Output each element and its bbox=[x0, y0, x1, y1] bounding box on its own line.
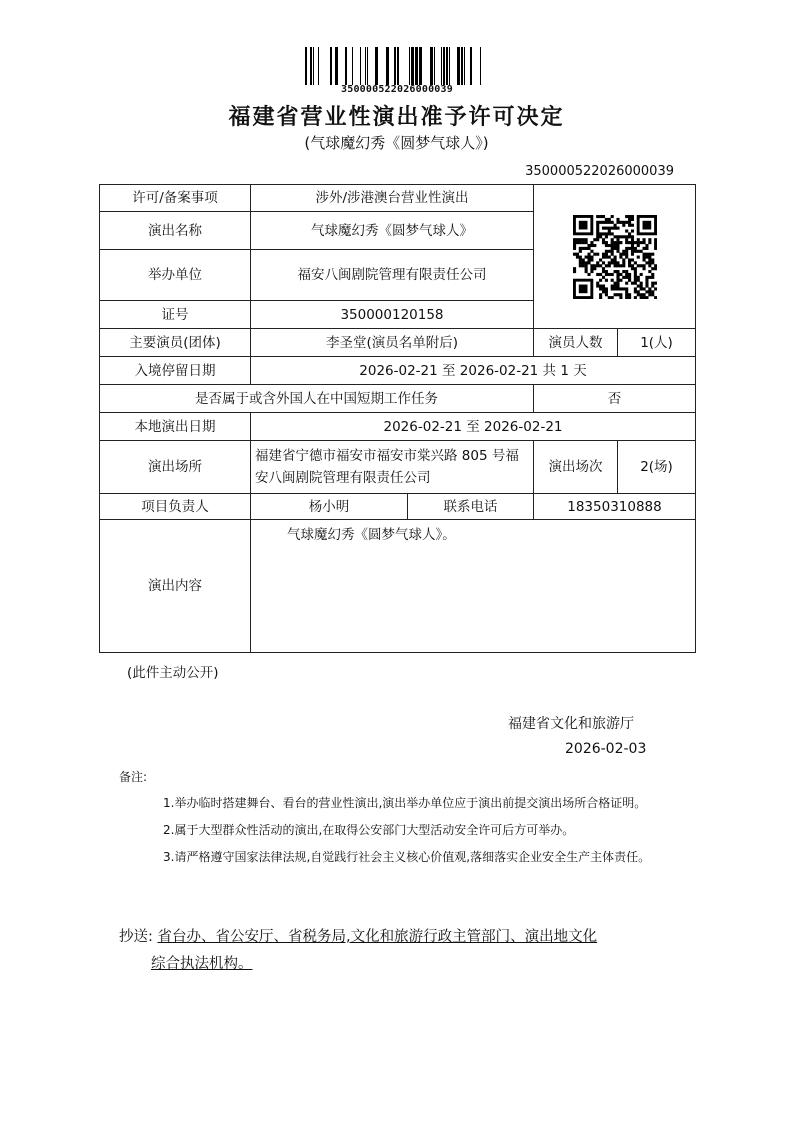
document-number: 350000522026000039 bbox=[525, 164, 674, 179]
performer-count-value: 1(人) bbox=[618, 329, 696, 357]
note-3: 3.请严格遵守国家法律法规,自觉践行社会主义核心价值观,落细落实企业安全生产主体责任。 bbox=[163, 850, 651, 864]
row-venue bbox=[100, 441, 696, 494]
item-value: 涉外/涉港澳台营业性演出 bbox=[251, 185, 534, 212]
venue-value: 福建省宁德市福安市福安市棠兴路 805 号福安八闽剧院管理有限责任公司 bbox=[251, 441, 534, 494]
cert-value: 350000120158 bbox=[251, 301, 534, 329]
note-2: 2.属于大型群众性活动的演出,在取得公安部门大型活动安全许可后方可举办。 bbox=[163, 823, 575, 837]
row-performer bbox=[100, 329, 696, 357]
cc-label: 抄送: bbox=[119, 929, 153, 945]
foreign-value: 否 bbox=[534, 385, 696, 413]
barcode bbox=[303, 47, 491, 85]
performer-label: 主要演员(团体) bbox=[100, 329, 251, 357]
phone-value: 18350310888 bbox=[534, 494, 696, 520]
row-item bbox=[100, 185, 696, 212]
content-value: 气球魔幻秀《圆梦气球人》。 bbox=[251, 520, 696, 653]
row-manager bbox=[100, 494, 696, 520]
barcode-number: 350000522026000039 bbox=[341, 84, 453, 95]
permit-table bbox=[99, 184, 696, 653]
content-label: 演出内容 bbox=[100, 520, 251, 653]
shows-label: 演出场次 bbox=[534, 441, 618, 494]
row-content bbox=[100, 520, 696, 653]
performer-value: 李圣堂(演员名单附后) bbox=[251, 329, 534, 357]
row-foreign bbox=[100, 385, 696, 413]
document-title: 福建省营业性演出准予许可决定 bbox=[228, 105, 565, 130]
item-label: 许可/备案事项 bbox=[100, 185, 251, 212]
issuer: 福建省文化和旅游厅 bbox=[508, 716, 634, 732]
organizer-value: 福安八闽剧院管理有限责任公司 bbox=[251, 250, 534, 301]
row-entry bbox=[100, 357, 696, 385]
phone-label: 联系电话 bbox=[408, 494, 534, 520]
qr-code bbox=[573, 215, 657, 299]
organizer-label: 举办单位 bbox=[100, 250, 251, 301]
venue-label: 演出场所 bbox=[100, 441, 251, 494]
cc-line-1: 省台办、省公安厅、省税务局,文化和旅游行政主管部门、演出地文化 bbox=[157, 929, 598, 945]
cc-section bbox=[119, 924, 687, 978]
shows-value: 2(场) bbox=[618, 441, 696, 494]
performer-count-label: 演员人数 bbox=[534, 329, 618, 357]
note-1: 1.举办临时搭建舞台、看台的营业性演出,演出举办单位应于演出前提交演出场所合格证明。 bbox=[163, 796, 647, 810]
entry-value: 2026-02-21 至 2026-02-21 共 1 天 bbox=[251, 357, 696, 385]
manager-value: 杨小明 bbox=[251, 494, 408, 520]
public-note: (此件主动公开) bbox=[127, 665, 219, 681]
row-local-date bbox=[100, 413, 696, 441]
foreign-label: 是否属于或含外国人在中国短期工作任务 bbox=[100, 385, 534, 413]
local-date-label: 本地演出日期 bbox=[100, 413, 251, 441]
entry-label: 入境停留日期 bbox=[100, 357, 251, 385]
document-subtitle: (气球魔幻秀《圆梦气球人》) bbox=[304, 134, 489, 152]
local-date-value: 2026-02-21 至 2026-02-21 bbox=[251, 413, 696, 441]
qr-cell bbox=[534, 185, 696, 329]
issue-date: 2026-02-03 bbox=[565, 741, 647, 757]
cc-line-2: 综合执法机构。 bbox=[151, 956, 253, 972]
name-value: 气球魔幻秀《圆梦气球人》 bbox=[251, 212, 534, 250]
manager-label: 项目负责人 bbox=[100, 494, 251, 520]
notes-title: 备注: bbox=[119, 770, 148, 784]
name-label: 演出名称 bbox=[100, 212, 251, 250]
cert-label: 证号 bbox=[100, 301, 251, 329]
